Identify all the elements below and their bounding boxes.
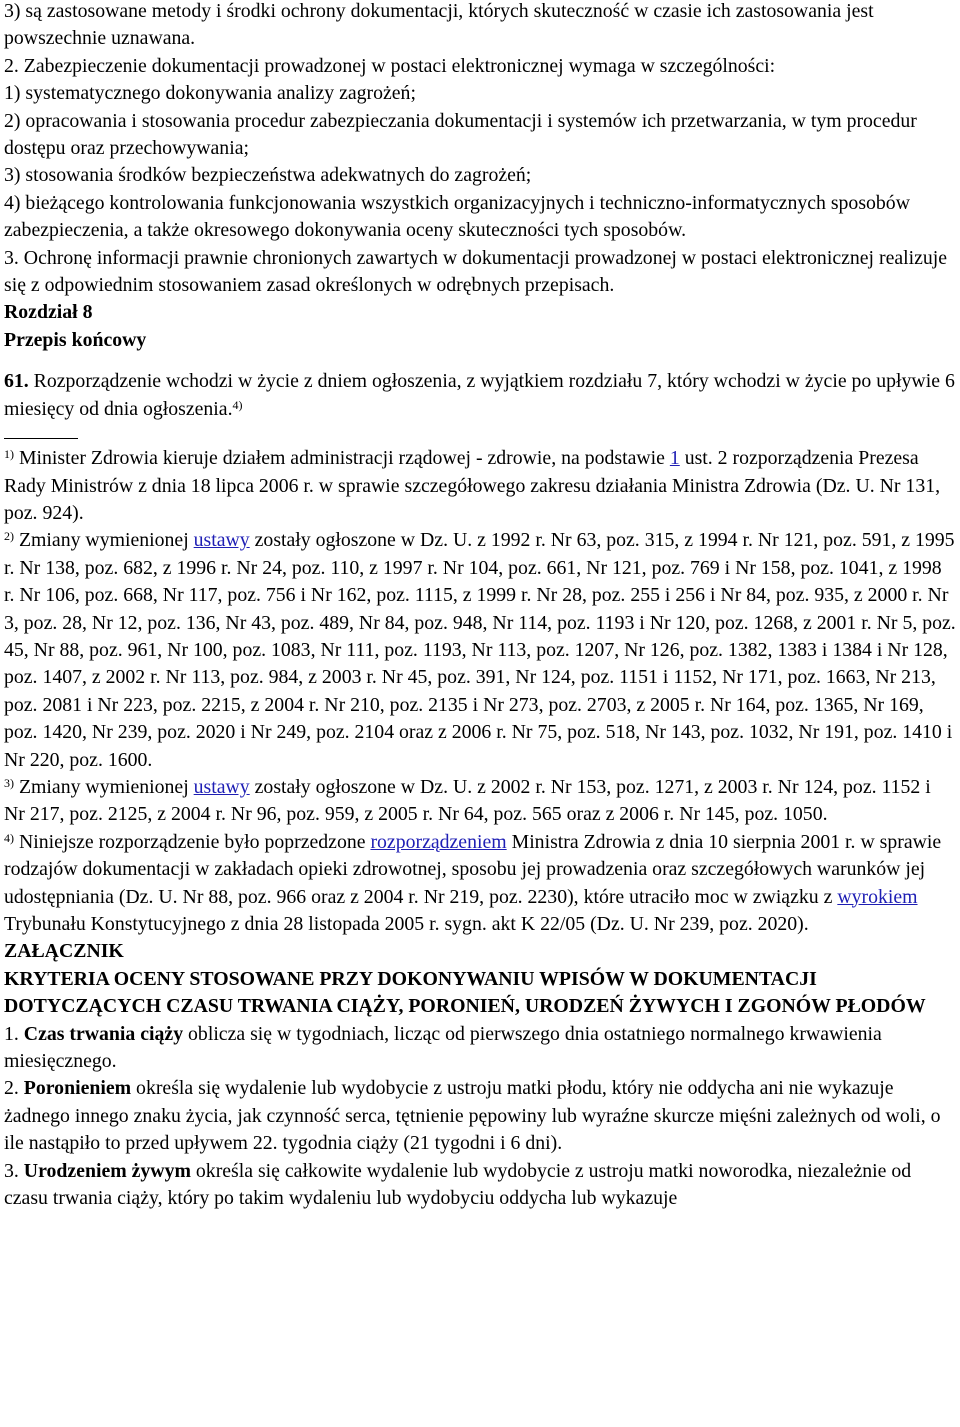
annex-item-term: Poronieniem [23, 1077, 132, 1100]
footnote-separator [4, 438, 78, 439]
paragraph-61 [4, 368, 956, 423]
annex-item-text: oblicza się w tygodniach, licząc od pierwszego dnia ostatniego normalnego krwawienia miesięcznego. [4, 1022, 882, 1073]
footnote-1-link[interactable]: 1 [669, 447, 680, 470]
footnote-2-link[interactable]: ustawy [193, 529, 250, 552]
annex-item-term: Czas trwania ciąży [23, 1022, 184, 1045]
paragraph-61-text: Rozporządzenie wchodzi w życie z dniem ogłoszenia, z wyjątkiem rozdziału 7, który wchodzi w życie po upływie 6 miesięcy od dnia ogłoszenia. [4, 370, 955, 420]
footnote-text: zostały ogłoszone w Dz. U. z 1992 r. Nr 63, poz. 315, z 1994 r. Nr 121, poz. 591, z 1995 r. Nr 138, poz. 682, z 1996 r. Nr 24, poz. 110, z 1997 r. Nr 104, poz. 661, Nr 121, poz. 769 i Nr 158, poz. 1041, z 1998 r. Nr 106, poz. 668, Nr 117, poz. 756 i Nr 162, poz. 1115, z 1999 r. Nr 28, poz. 255 i 256 i Nr 84, poz. 935, z 2000 r. Nr 3, poz. 28, Nr 12, poz. 136, Nr 43, poz. 489, Nr 84, poz. 948, Nr 114, poz. 1193 i Nr 120, poz. 1268, z 2001 r. Nr 5, poz. 45, Nr 88, poz. 961, Nr 100, poz. 1083, Nr 111, poz. 1193, Nr 113, poz. 1207, Nr 126, poz. 1382, 1383 i 1384 i Nr 128, poz. 1407, z 2002 r. Nr 113, poz. 984, z 2003 r. Nr 45, poz. 391, Nr 124, poz. 1151 i 1152, Nr 171, poz. 1663, Nr 213, poz. 2081 i Nr 223, poz. 2215, z 2004 r. Nr 210, poz. 2135 i Nr 273, poz. 2703, z 2005 r. Nr 164, poz. 1365, Nr 169, poz. 1420, Nr 239, poz. 2020 i Nr 249, poz. 2104 oraz z 2006 r. Nr 75, poz. 518, Nr 143, poz. 1032, Nr 191, poz. 1410 i Nr 220, poz. 1600. [4, 529, 956, 771]
footnote-text: Minister Zdrowia kieruje działem administracji rządowej - zdrowie, na podstawie [14, 447, 670, 470]
footnote-mark: 3) [4, 775, 14, 790]
footnote-mark: 4) [4, 830, 14, 845]
footnote-4 [4, 829, 956, 939]
annex-title: ZAŁĄCZNIK [4, 940, 124, 963]
chapter-title: Rozdział 8 [4, 301, 93, 324]
chapter-subtitle: Przepis końcowy [4, 328, 147, 351]
footnote-3 [4, 774, 956, 829]
footnote-1 [4, 445, 956, 527]
document-page [4, 0, 956, 1212]
footnote-mark: 1) [4, 447, 14, 462]
list-item: 2) opracowania i stosowania procedur zabezpieczania dokumentacji i systemów ich przetwarzania, w tym procedur dostępu oraz przechowywania; [4, 109, 917, 160]
annex-item-number: 1. [4, 1022, 24, 1045]
footnote-4-judgment-link[interactable]: wyrokiem [837, 885, 918, 908]
footnote-3-link[interactable]: ustawy [193, 775, 250, 798]
footnote-text: Ministra Zdrowia z dnia 10 sierpnia 2001 r. w sprawie rodzajów dokumentacji w zakładach opieki zdrowotnej, sposobu jej prowadzenia oraz szczegółowych warunków jej udostępniania (Dz. U. Nr 88, poz. 966 oraz z 2004 r. Nr 219, poz. 2230), które utraciło moc w związku z [4, 830, 942, 908]
annex-item [4, 1075, 956, 1157]
list-item: 1) systematycznego dokonywania analizy zagrożeń; [4, 82, 416, 105]
footnote-text: Zmiany wymienionej [14, 775, 194, 798]
item-3-text: 3) są zastosowane metody i środki ochrony dokumentacji, których skuteczność w czasie ich zastosowania jest powszechnie uznawana. [4, 0, 874, 50]
footnote-text: Niniejsze rozporządzenie było poprzedzone [14, 830, 371, 853]
footnote-mark: 2) [4, 529, 14, 544]
annex-item [4, 1158, 956, 1213]
annex-item [4, 1021, 956, 1076]
footnote-2 [4, 527, 956, 774]
annex-item-term: Urodzeniem żywym [23, 1159, 191, 1182]
annex-item-text: określa się całkowite wydalenie lub wydobycie z ustroju matki noworodka, niezależnie od czasu trwania ciąży, który po takim wydaleniu lub wydobyciu oddycha lub wykazuje [4, 1159, 912, 1210]
annex-heading: KRYTERIA OCENY STOSOWANE PRZY DOKONYWANIU WPISÓW W DOKUMENTACJI DOTYCZĄCYCH CZASU TRWANIA CIĄŻY, PORONIEŃ, URODZEŃ ŻYWYCH I ZGONÓW PŁODÓW [4, 967, 926, 1018]
annex-item-text: określa się wydalenie lub wydobycie z ustroju matki płodu, który nie oddycha ani nie wykazuje żadnego innego znaku życia, jak czynność serca, tętnienie pępowiny lub wyraźne skurcze mięśni zależnych od woli, o ile nastąpiło to przed upływem 22. tygodnia ciąży (21 tygodni i 6 dni). [4, 1077, 941, 1155]
footnote-text: zostały ogłoszone w Dz. U. z 2002 r. Nr 153, poz. 1271, z 2003 r. Nr 124, poz. 1152 i Nr 217, poz. 2125, z 2004 r. Nr 96, poz. 959, z 2005 r. Nr 64, poz. 565 oraz z 2006 r. Nr 145, poz. 1050. [4, 775, 931, 826]
annex-item-number: 2. [4, 1077, 24, 1100]
footnote-text: Trybunału Konstytucyjnego z dnia 28 listopada 2005 r. sygn. akt K 22/05 (Dz. U. Nr 239, poz. 2020). [4, 913, 809, 935]
annex-item-number: 3. [4, 1159, 24, 1182]
footnote-text: Zmiany wymienionej [14, 529, 194, 552]
section-2-intro: 2. Zabezpieczenie dokumentacji prowadzonej w postaci elektronicznej wymaga w szczególności: [4, 54, 776, 77]
footnote-text: ust. 2 rozporządzenia Prezesa Rady Ministrów z dnia 18 lipca 2006 r. w sprawie szczegółowego zakresu działania Ministra Zdrowia (Dz. U. Nr 131, poz. 924). [4, 447, 941, 524]
list-item: 4) bieżącego kontrolowania funkcjonowania wszystkich organizacyjnych i techniczno-informatycznych sposobów zabezpieczenia, a także okresowego dokonywania oceny skuteczności tych sposobów. [4, 191, 910, 242]
list-item: 3) stosowania środków bezpieczeństwa adekwatnych do zagrożeń; [4, 164, 532, 187]
paragraph-number: 61. [4, 370, 29, 393]
section-3-text: 3. Ochronę informacji prawnie chronionych zawartych w dokumentacji prowadzonej w postaci elektronicznej realizuje się z odpowiednim stosowaniem zasad określonych w odrębnych przepisach. [4, 246, 948, 297]
footnote-ref: 4) [232, 397, 243, 412]
footnote-4-regulation-link[interactable]: rozporządzeniem [370, 830, 507, 853]
